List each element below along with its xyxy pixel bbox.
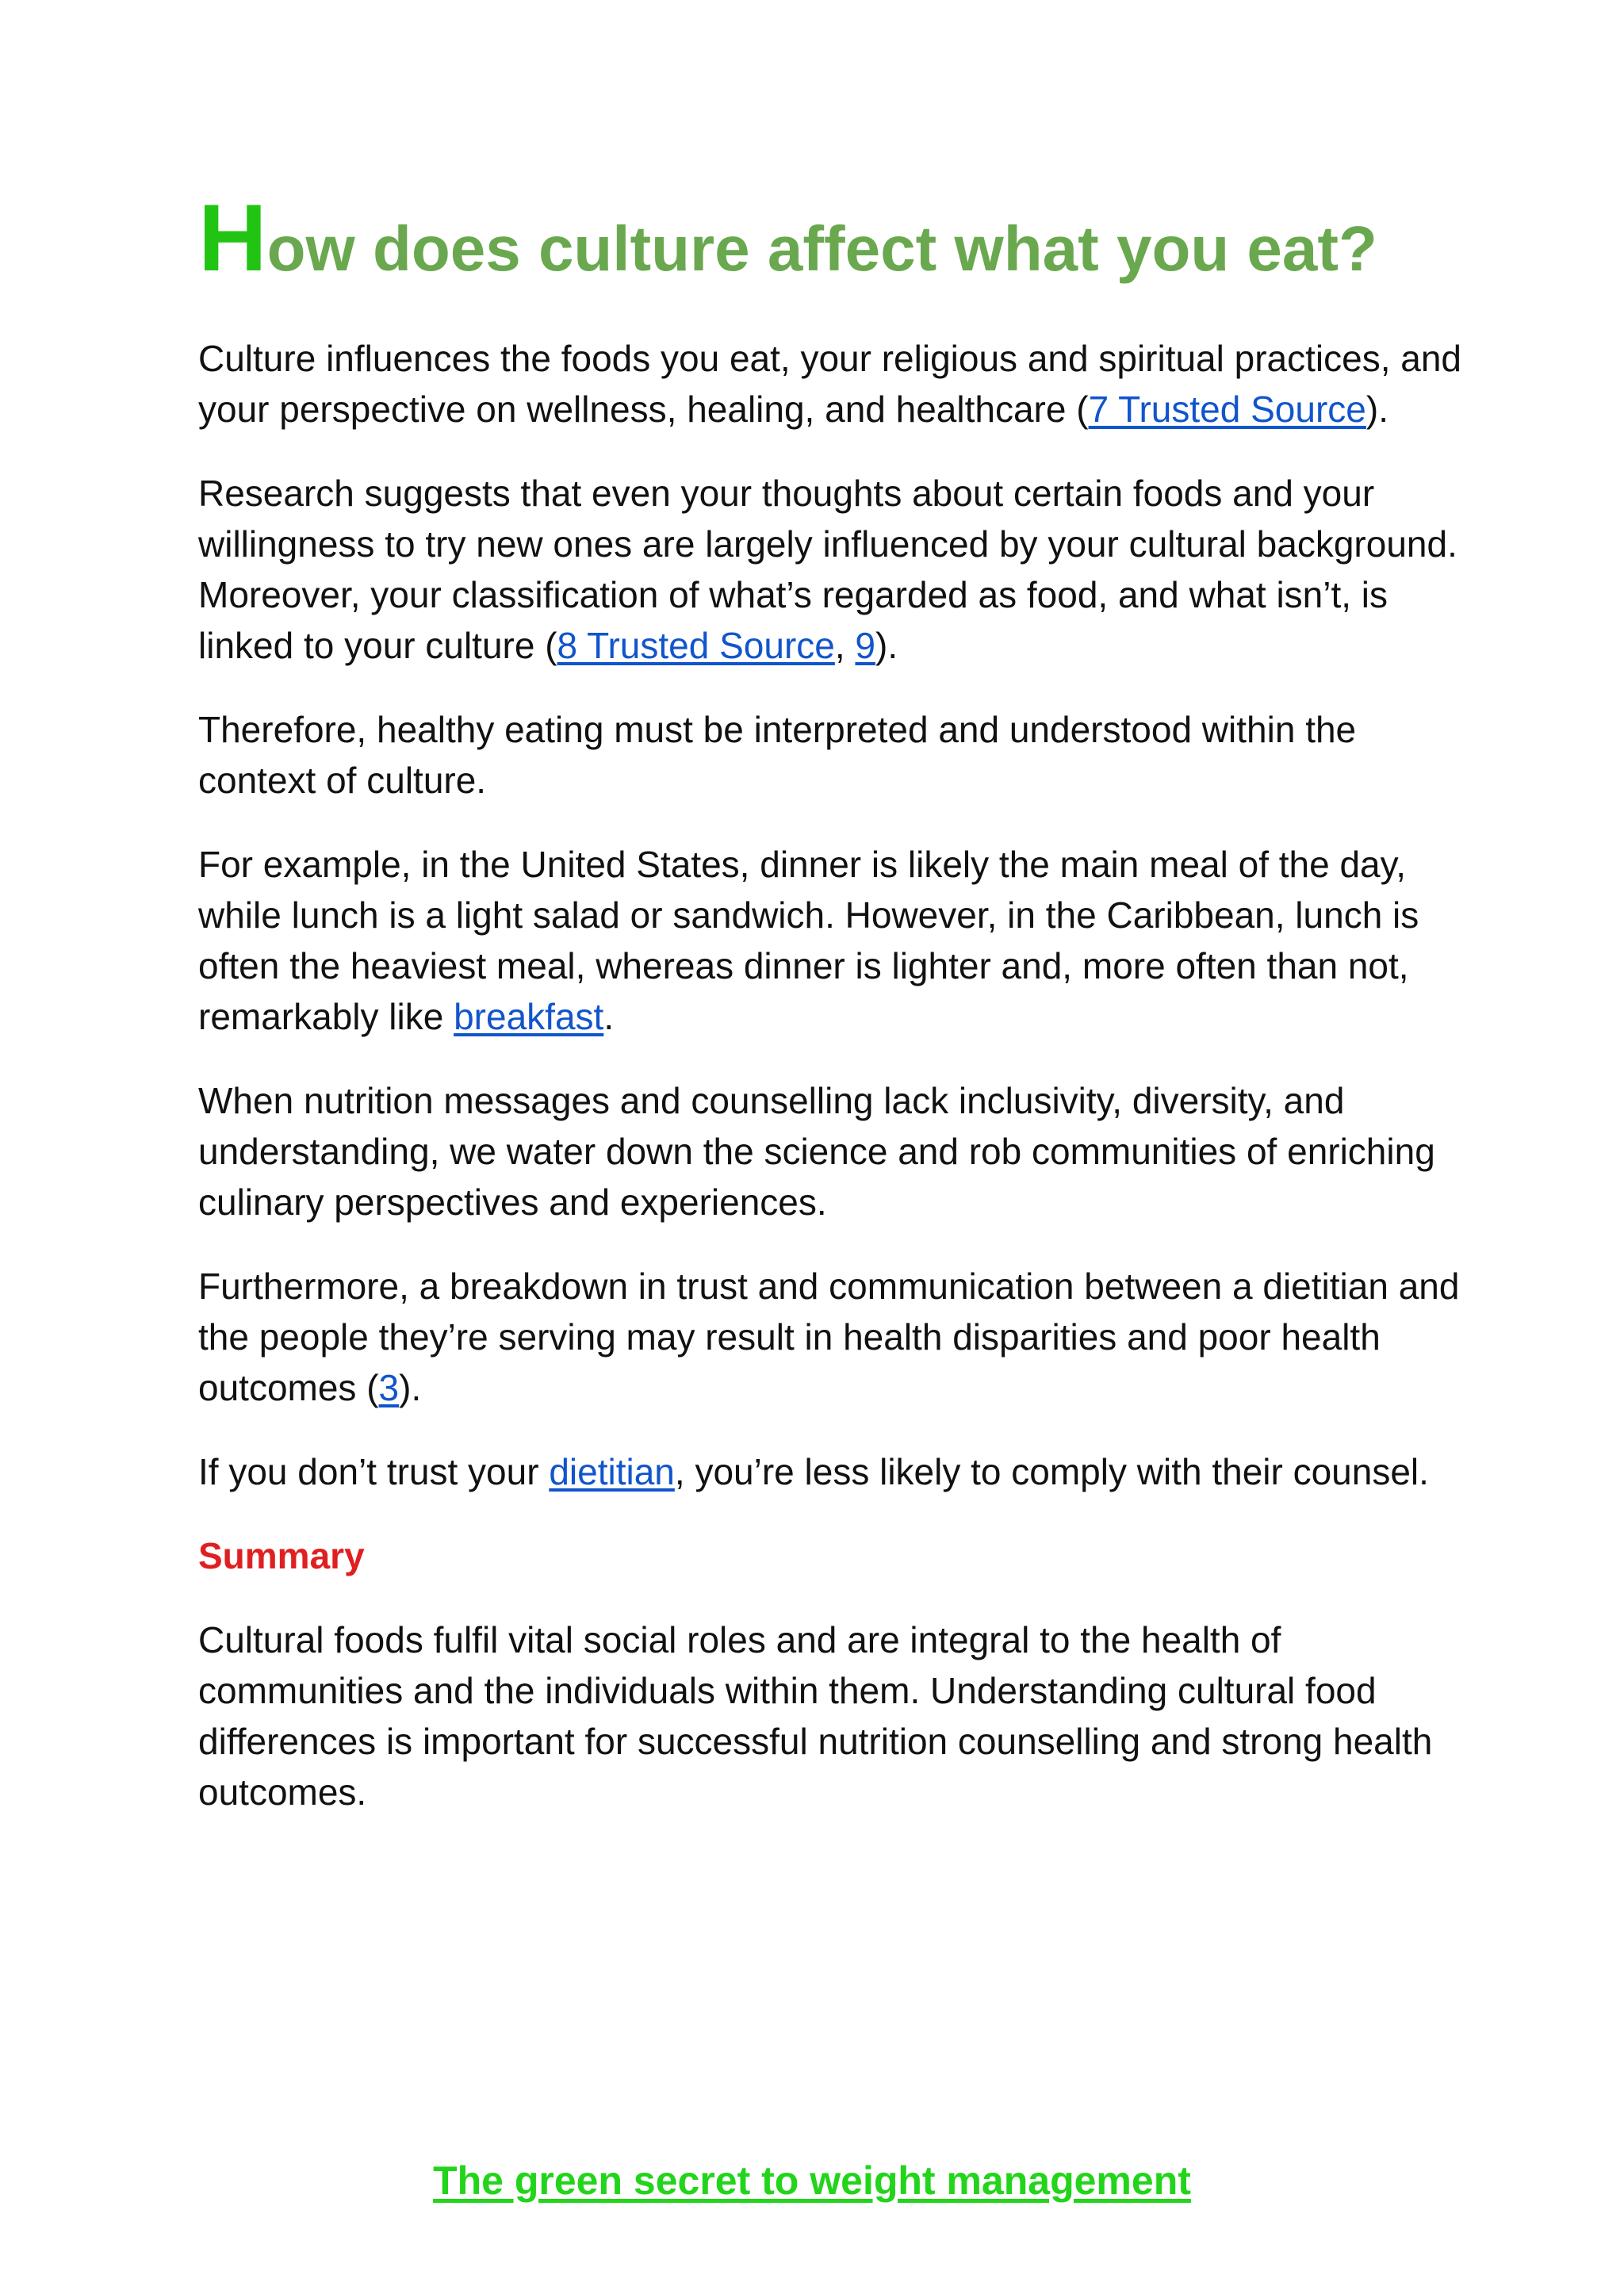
paragraph-text: , you’re less likely to comply with their counsel. <box>674 1451 1429 1492</box>
paragraph-text: . <box>603 996 615 1037</box>
page-title <box>198 185 1467 291</box>
source-link-7[interactable]: 7 Trusted Source <box>1088 389 1366 430</box>
summary-heading: Summary <box>198 1535 365 1576</box>
paragraph-text: Culture influences the foods you eat, your religious and spiritual practices, and your perspective on wellness, healing, and healthcare ( <box>198 338 1462 430</box>
paragraph-text: ). <box>1365 389 1388 430</box>
summary-paragraph: Cultural foods fulfil vital social roles and are integral to the health of communities and the individuals within them. Understanding cultural food differences is important for successful nutrition counselling and strong health outcomes. <box>198 1619 1433 1813</box>
title-text: ow does culture affect what you eat? <box>266 213 1377 284</box>
paragraph-5 <box>198 1075 1467 1227</box>
dietitian-link[interactable]: dietitian <box>549 1451 675 1492</box>
source-link-9[interactable]: 9 <box>855 625 876 666</box>
paragraph-text: Therefore, healthy eating must be interpreted and understood within the context of culture. <box>198 709 1357 801</box>
paragraph-text: ). <box>399 1367 422 1408</box>
paragraph-4 <box>198 839 1467 1042</box>
paragraph-6 <box>198 1261 1467 1413</box>
paragraph-text: When nutrition messages and counselling lack inclusivity, diversity, and understanding, we water down the science and rob communities of enriching culinary perspectives and experiences. <box>198 1080 1435 1223</box>
paragraph-text: , <box>834 625 856 666</box>
paragraph-2 <box>198 468 1467 671</box>
paragraph-text: ). <box>875 625 898 666</box>
breakfast-link[interactable]: breakfast <box>454 996 604 1037</box>
paragraph-3 <box>198 704 1467 806</box>
paragraph-text: If you don’t trust your <box>198 1451 550 1492</box>
title-dropcap: H <box>198 185 267 291</box>
source-link-8[interactable]: 8 Trusted Source <box>557 625 835 666</box>
paragraph-text: Research suggests that even your thoughts about certain foods and your willingness to try new ones are largely influenced by your cultural background. Moreover, your classification of what’s regarded as food, and what isn’t, is linked to your culture ( <box>198 473 1457 666</box>
article <box>198 185 1467 1851</box>
footer-link[interactable]: The green secret to weight management <box>433 2158 1191 2203</box>
paragraph-text: For example, in the United States, dinner is likely the main meal of the day, while lunch is a light salad or sandwich. However, in the Caribbean, lunch is often the heaviest meal, whereas dinner is lighter and, more often than not, remarkably like <box>198 844 1419 1037</box>
paragraph-7 <box>198 1446 1467 1497</box>
footer <box>0 2155 1624 2206</box>
paragraph-text: Furthermore, a breakdown in trust and communication between a dietitian and the people they’re serving may result in health disparities and poor health outcomes ( <box>198 1266 1460 1408</box>
source-link-3[interactable]: 3 <box>378 1367 400 1408</box>
paragraph-1 <box>198 333 1467 435</box>
